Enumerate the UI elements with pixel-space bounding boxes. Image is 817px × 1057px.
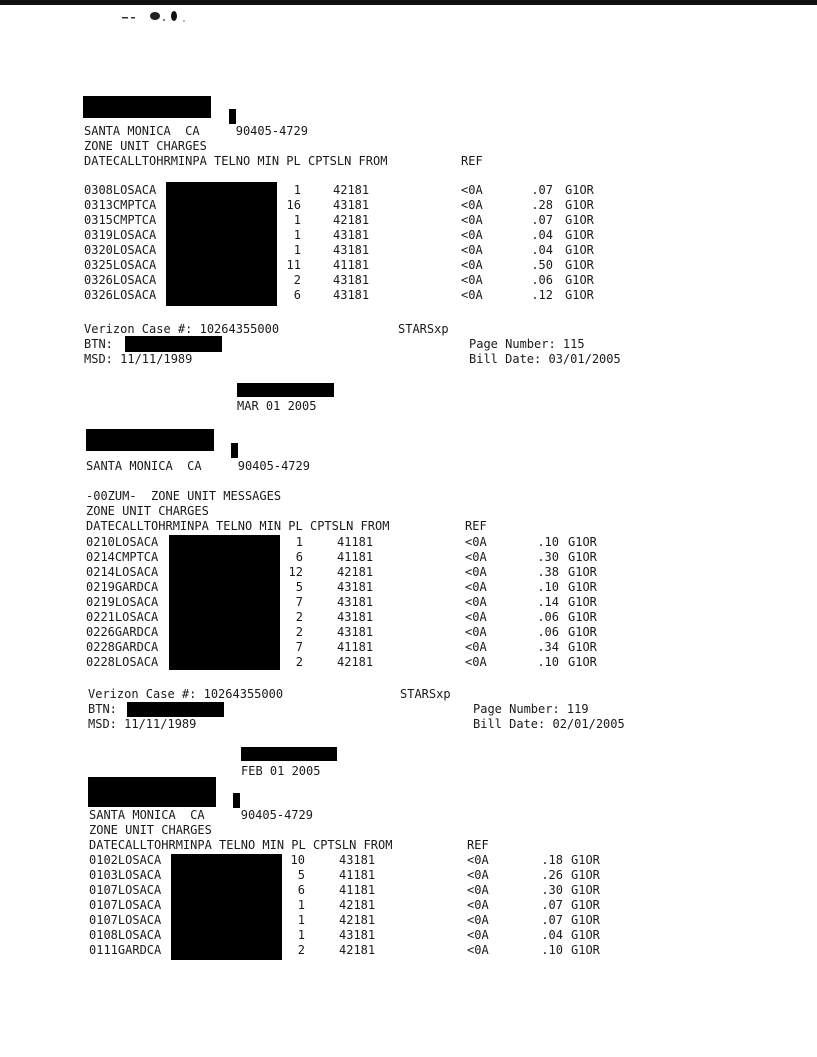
- stamp-date: MAR 01 2005: [237, 399, 317, 413]
- cell-ref: <0A: [461, 258, 483, 272]
- cell-min: 11: [286, 258, 301, 272]
- cell-min: 2: [295, 655, 303, 669]
- cell-date: 0315CMPTCA: [84, 213, 157, 227]
- column-header: DATECALLTOHRMINPA TELNO MIN PL CPTSLN FROM: [84, 154, 388, 168]
- cell-date: 0107LOSACA: [89, 883, 162, 897]
- cell-min: 16: [286, 198, 301, 212]
- cell-ref: <0A: [461, 273, 483, 287]
- cell-amount: .07: [541, 898, 563, 912]
- cell-amount: .06: [531, 273, 553, 287]
- cell-min: 1: [293, 213, 301, 227]
- cell-cptsln: 42181: [339, 943, 376, 957]
- cell-cptsln: 43181: [337, 595, 374, 609]
- cell-min: 12: [288, 565, 303, 579]
- system-label: STARSxp: [398, 322, 449, 336]
- cell-date: 0111GARDCA: [89, 943, 162, 957]
- cell-code: G1OR: [568, 595, 597, 609]
- cell-date: 0228GARDCA: [86, 640, 159, 654]
- cell-ref: <0A: [461, 243, 483, 257]
- section-title: ZONE UNIT CHARGES: [89, 823, 212, 837]
- cell-ref: <0A: [465, 535, 487, 549]
- cell-date: 0226GARDCA: [86, 625, 159, 639]
- cell-ref: <0A: [465, 550, 487, 564]
- cell-amount: .30: [537, 550, 559, 564]
- cell-amount: .10: [541, 943, 563, 957]
- cell-code: G1OR: [571, 868, 600, 882]
- cell-cptsln: 41181: [337, 640, 374, 654]
- cell-amount: .10: [537, 535, 559, 549]
- cell-ref: <0A: [465, 580, 487, 594]
- cell-cptsln: 41181: [333, 258, 370, 272]
- cell-date: 0210LOSACA: [86, 535, 159, 549]
- cell-date: 0103LOSACA: [89, 868, 162, 882]
- cell-cptsln: 43181: [333, 288, 370, 302]
- cell-date: 0308LOSACA: [84, 183, 157, 197]
- cell-cptsln: 43181: [333, 228, 370, 242]
- cell-min: 7: [295, 595, 303, 609]
- cell-ref: <0A: [461, 183, 483, 197]
- cell-date: 0102LOSACA: [89, 853, 162, 867]
- cell-code: G1OR: [568, 610, 597, 624]
- system-label: STARSxp: [400, 687, 451, 701]
- cell-min: 1: [297, 928, 305, 942]
- cell-min: 6: [295, 550, 303, 564]
- cell-ref: <0A: [465, 595, 487, 609]
- cell-cptsln: 41181: [339, 868, 376, 882]
- cell-date: 0326LOSACA: [84, 288, 157, 302]
- cell-cptsln: 43181: [337, 610, 374, 624]
- cell-code: G1OR: [568, 625, 597, 639]
- cell-code: G1OR: [568, 565, 597, 579]
- cell-cptsln: 43181: [333, 243, 370, 257]
- redacted-name: [88, 777, 216, 807]
- cell-cptsln: 42181: [339, 898, 376, 912]
- cell-code: G1OR: [565, 198, 594, 212]
- cell-min: 2: [295, 625, 303, 639]
- cell-amount: .38: [537, 565, 559, 579]
- cell-code: G1OR: [568, 655, 597, 669]
- cell-amount: .26: [541, 868, 563, 882]
- cell-ref: <0A: [467, 898, 489, 912]
- cell-amount: .07: [531, 213, 553, 227]
- cell-amount: .10: [537, 580, 559, 594]
- cell-min: 2: [295, 610, 303, 624]
- column-header-ref: REF: [465, 519, 487, 533]
- bill-date: Bill Date: 02/01/2005: [473, 717, 625, 731]
- cell-min: 7: [295, 640, 303, 654]
- cell-ref: <0A: [467, 928, 489, 942]
- cell-min: 6: [297, 883, 305, 897]
- cell-code: G1OR: [565, 213, 594, 227]
- cell-amount: .28: [531, 198, 553, 212]
- cell-cptsln: 43181: [333, 198, 370, 212]
- cell-date: 0214CMPTCA: [86, 550, 159, 564]
- cell-ref: <0A: [465, 565, 487, 579]
- address-line: SANTA MONICA CA 90405-4729: [89, 808, 313, 822]
- cell-cptsln: 41181: [337, 550, 374, 564]
- cell-code: G1OR: [568, 550, 597, 564]
- cell-amount: .04: [531, 228, 553, 242]
- section-title: ZONE UNIT CHARGES: [84, 139, 207, 153]
- cell-code: G1OR: [571, 853, 600, 867]
- cell-code: G1OR: [571, 943, 600, 957]
- cell-code: G1OR: [565, 228, 594, 242]
- cell-code: G1OR: [568, 640, 597, 654]
- cell-ref: <0A: [467, 943, 489, 957]
- cell-amount: .07: [541, 913, 563, 927]
- cell-date: 0319LOSACA: [84, 228, 157, 242]
- cell-date: 0313CMPTCA: [84, 198, 157, 212]
- cell-min: 5: [295, 580, 303, 594]
- cell-amount: .06: [537, 610, 559, 624]
- cell-min: 5: [297, 868, 305, 882]
- cell-cptsln: 41181: [337, 535, 374, 549]
- cell-amount: .04: [541, 928, 563, 942]
- cell-amount: .18: [541, 853, 563, 867]
- cell-cptsln: 42181: [337, 565, 374, 579]
- case-number: Verizon Case #: 10264355000: [84, 322, 280, 336]
- cell-cptsln: 42181: [333, 213, 370, 227]
- cell-min: 10: [290, 853, 305, 867]
- cell-ref: <0A: [467, 883, 489, 897]
- cell-ref: <0A: [461, 213, 483, 227]
- bill-date: Bill Date: 03/01/2005: [469, 352, 621, 366]
- cell-min: 6: [293, 288, 301, 302]
- cell-date: 0326LOSACA: [84, 273, 157, 287]
- column-header-ref: REF: [461, 154, 483, 168]
- cell-amount: .06: [537, 625, 559, 639]
- cell-date: 0214LOSACA: [86, 565, 159, 579]
- cell-code: G1OR: [571, 883, 600, 897]
- cell-code: G1OR: [571, 913, 600, 927]
- cell-min: 2: [293, 273, 301, 287]
- column-header-ref: REF: [467, 838, 489, 852]
- column-header: DATECALLTOHRMINPA TELNO MIN PL CPTSLN FROM: [89, 838, 393, 852]
- cell-cptsln: 41181: [339, 883, 376, 897]
- cell-min: 2: [297, 943, 305, 957]
- cell-code: G1OR: [565, 273, 594, 287]
- cell-min: 1: [293, 243, 301, 257]
- cell-code: G1OR: [571, 928, 600, 942]
- cell-ref: <0A: [467, 913, 489, 927]
- cell-amount: .50: [531, 258, 553, 272]
- cell-ref: <0A: [465, 625, 487, 639]
- cell-min: 1: [293, 228, 301, 242]
- page-number: Page Number: 119: [473, 702, 589, 716]
- cell-amount: .07: [531, 183, 553, 197]
- cell-date: 0108LOSACA: [89, 928, 162, 942]
- cell-cptsln: 43181: [337, 580, 374, 594]
- cell-ref: <0A: [467, 853, 489, 867]
- cell-code: G1OR: [565, 183, 594, 197]
- cell-date: 0228LOSACA: [86, 655, 159, 669]
- address-line: SANTA MONICA CA 90405-4729: [86, 459, 310, 473]
- case-number: Verizon Case #: 10264355000: [88, 687, 284, 701]
- cell-amount: .12: [531, 288, 553, 302]
- cell-ref: <0A: [461, 198, 483, 212]
- cell-date: 0107LOSACA: [89, 898, 162, 912]
- page-number: Page Number: 115: [469, 337, 585, 351]
- cell-cptsln: 43181: [333, 273, 370, 287]
- section-title: ZONE UNIT CHARGES: [86, 504, 209, 518]
- cell-min: 1: [297, 913, 305, 927]
- msd-date: MSD: 11/11/1989: [84, 352, 193, 366]
- cell-date: 0219GARDCA: [86, 580, 159, 594]
- redacted-mark: [233, 793, 240, 808]
- cell-cptsln: 43181: [339, 928, 376, 942]
- cell-code: G1OR: [568, 535, 597, 549]
- cell-ref: <0A: [467, 868, 489, 882]
- cell-date: 0325LOSACA: [84, 258, 157, 272]
- cell-ref: <0A: [465, 640, 487, 654]
- btn-label: BTN:: [84, 337, 113, 351]
- cell-amount: .30: [541, 883, 563, 897]
- cell-cptsln: 42181: [339, 913, 376, 927]
- cell-code: G1OR: [565, 288, 594, 302]
- cell-code: G1OR: [565, 243, 594, 257]
- cell-date: 0221LOSACA: [86, 610, 159, 624]
- cell-code: G1OR: [565, 258, 594, 272]
- cell-ref: <0A: [461, 228, 483, 242]
- cell-code: G1OR: [568, 580, 597, 594]
- cell-amount: .34: [537, 640, 559, 654]
- cell-cptsln: 43181: [337, 625, 374, 639]
- cell-ref: <0A: [461, 288, 483, 302]
- cell-ref: <0A: [465, 655, 487, 669]
- cell-cptsln: 42181: [337, 655, 374, 669]
- cell-min: 1: [295, 535, 303, 549]
- cell-amount: .10: [537, 655, 559, 669]
- cell-date: 0219LOSACA: [86, 595, 159, 609]
- cell-date: 0107LOSACA: [89, 913, 162, 927]
- msd-date: MSD: 11/11/1989: [88, 717, 197, 731]
- cell-cptsln: 43181: [339, 853, 376, 867]
- column-header: DATECALLTOHRMINPA TELNO MIN PL CPTSLN FROM: [86, 519, 390, 533]
- cell-min: 1: [293, 183, 301, 197]
- cell-date: 0320LOSACA: [84, 243, 157, 257]
- stamp-date: FEB 01 2005: [241, 764, 321, 778]
- cell-min: 1: [297, 898, 305, 912]
- cell-amount: .04: [531, 243, 553, 257]
- address-line: SANTA MONICA CA 90405-4729: [84, 124, 308, 138]
- category-line: -00ZUM- ZONE UNIT MESSAGES: [86, 489, 282, 503]
- cell-code: G1OR: [571, 898, 600, 912]
- btn-label: BTN:: [88, 702, 117, 716]
- cell-cptsln: 42181: [333, 183, 370, 197]
- cell-ref: <0A: [465, 610, 487, 624]
- cell-amount: .14: [537, 595, 559, 609]
